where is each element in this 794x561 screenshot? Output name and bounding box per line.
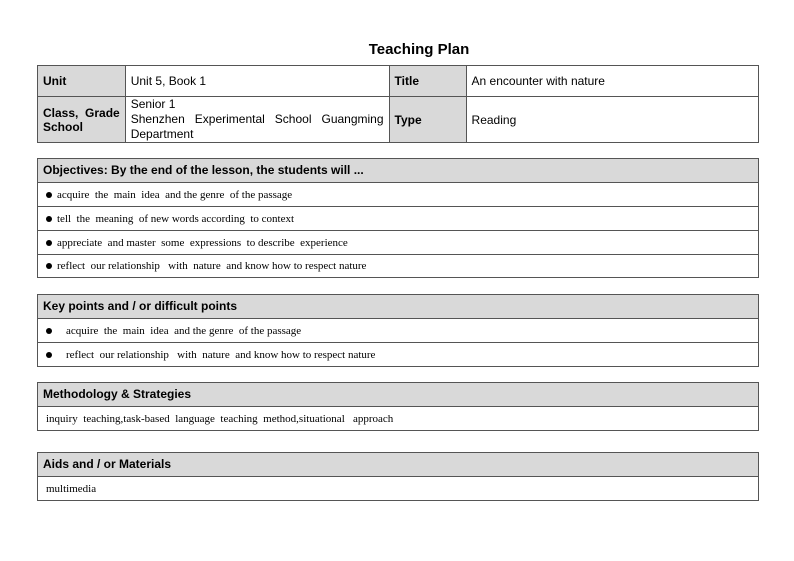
class-school-label: [38, 97, 126, 143]
bullet-icon: [46, 263, 52, 269]
key-point-text: acquire the main idea and the genre of the passage: [66, 324, 302, 337]
class-school-value: [125, 97, 389, 143]
class-value-line1: Senior 1: [130, 97, 176, 111]
bullet-icon: [46, 328, 52, 334]
list-item: [38, 231, 758, 255]
list-item: [38, 343, 758, 366]
aids-text: multimedia: [46, 482, 97, 495]
key-points-header: Key points and / or difficult points: [38, 295, 758, 319]
objectives-section: [37, 158, 759, 278]
objective-text: appreciate and master some expressions to describe experience: [57, 236, 348, 249]
aids-header: Aids and / or Materials: [38, 453, 758, 477]
unit-value: Unit 5, Book 1: [125, 66, 389, 97]
bullet-icon: [46, 192, 52, 198]
list-item: [38, 183, 758, 207]
title-label: Title: [389, 66, 466, 97]
objective-text: reflect our relationship with nature and know how to respect nature: [57, 260, 367, 272]
objectives-header: Objectives: By the end of the lesson, the students will ...: [38, 159, 758, 183]
methodology-section: [37, 382, 759, 431]
class-value-line2: Shenzhen Experimental School Guangming: [130, 112, 384, 126]
page-title: Teaching Plan: [368, 41, 470, 58]
aids-section: [37, 452, 759, 501]
methodology-text: inquiry teaching,task-based language teaching method,situational approach: [46, 412, 394, 425]
title-value: An encounter with nature: [466, 66, 758, 97]
unit-label: Unit: [38, 66, 126, 97]
objective-text: acquire the main idea and the genre of the passage: [57, 188, 293, 201]
class-value-line3: Department: [130, 127, 194, 141]
bullet-icon: [46, 352, 52, 358]
methodology-row: [38, 407, 758, 430]
bullet-icon: [46, 216, 52, 222]
type-label: Type: [389, 97, 466, 143]
objective-text: tell the meaning of new words according to context: [57, 212, 295, 225]
list-item: [38, 255, 758, 277]
list-item: [38, 207, 758, 231]
key-point-text: reflect our relationship with nature and know how to respect nature: [66, 348, 376, 361]
class-label-line2: School: [43, 119, 84, 134]
methodology-header: Methodology & Strategies: [38, 383, 758, 407]
type-value: Reading: [466, 97, 758, 143]
class-label-line1: Class, Grade: [43, 105, 120, 120]
bullet-icon: [46, 240, 52, 246]
list-item: [38, 319, 758, 343]
key-points-section: [37, 294, 759, 367]
aids-row: [38, 477, 758, 500]
info-table: [37, 65, 759, 143]
